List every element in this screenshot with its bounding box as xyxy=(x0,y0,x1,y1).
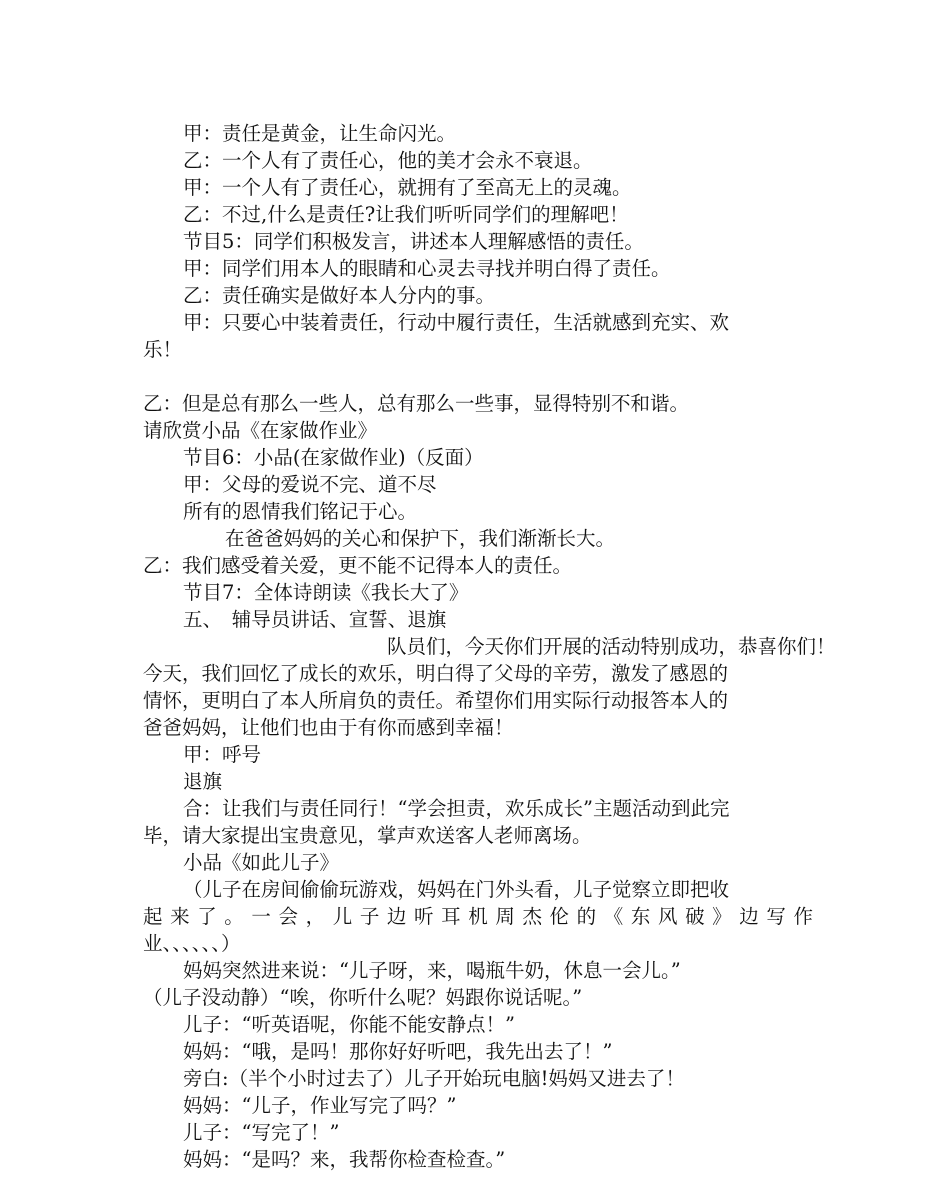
text-line: 儿子：“听英语呢，你能不能安静点！” xyxy=(183,1013,515,1036)
text-line: 乙：我们感受着关爱，更不能不记得本人的责任。 xyxy=(143,554,573,577)
text-line: 妈妈突然进来说：“儿子呀，来，喝瓶牛奶，休息一会儿。” xyxy=(183,959,681,982)
text-line: 甲：只要心中装着责任，行动中履行责任，生活就感到充实、欢 xyxy=(183,311,730,334)
text-line: 业、、、、、、） xyxy=(143,932,241,955)
text-line: 旁白:（半个小时过去了）儿子开始玩电脑!妈妈又进去了！ xyxy=(183,1067,685,1090)
text-line: 乙：但是总有那么一些人，总有那么一些事，显得特别不和谐。 xyxy=(143,392,690,415)
text-line: 妈妈：“哦，是吗！那你好好听吧，我先出去了！” xyxy=(183,1040,613,1063)
text-line: 五、 辅导员讲话、宣誓、退旗 xyxy=(183,608,447,631)
text-line: 今天，我们回忆了成长的欢乐，明白得了父母的辛劳，激发了感恩的 xyxy=(143,662,729,685)
text-line: 节目5：同学们积极发言，讲述本人理解感悟的责任。 xyxy=(183,230,644,253)
text-line: （儿子没动静）“唉，你听什么呢？妈跟你说话呢。” xyxy=(143,986,583,1009)
text-line: 起来了。一会，儿子边听耳机周杰伦的《东风破》边写作 xyxy=(143,905,813,928)
text-line: 妈妈：“儿子，作业写完了吗？” xyxy=(183,1094,457,1117)
document-body xyxy=(143,120,836,1173)
text-line: （儿子在房间偷偷玩游戏，妈妈在门外头看，儿子觉察立即把收 xyxy=(183,878,730,901)
text-line: 乐！ xyxy=(143,338,183,361)
text-line: 在爸爸妈妈的关心和保护下，我们渐渐长大。 xyxy=(225,527,616,550)
text-line: 甲：责任是黄金，让生命闪光。 xyxy=(183,122,457,145)
text-line: 退旗 xyxy=(183,770,223,793)
text-line: 请欣赏小品《在家做作业》 xyxy=(143,419,378,442)
text-line: 毕，请大家提出宝贵意见，掌声欢送客人老师离场。 xyxy=(143,824,592,847)
text-line: 甲：父母的爱说不完、道不尽 xyxy=(183,473,437,496)
text-line: 合：让我们与责任同行！“学会担责，欢乐成长”主题活动到此完 xyxy=(183,797,730,820)
text-line: 妈妈：“是吗？来，我帮你检查检查。” xyxy=(183,1148,506,1171)
text-line: 乙：一个人有了责任心，他的美才会永不衰退。 xyxy=(183,149,593,172)
text-line: 节目6：小品(在家做作业)（反面） xyxy=(183,446,484,469)
text-line: 队员们，今天你们开展的活动特别成功，恭喜你们！ xyxy=(387,635,836,658)
text-line: 乙：责任确实是做好本人分内的事。 xyxy=(183,284,496,307)
text-line: 节目7：全体诗朗读《我长大了》 xyxy=(183,581,469,604)
text-line: 所有的恩情我们铭记于心。 xyxy=(183,500,418,523)
text-line: 儿子：“写完了！” xyxy=(183,1121,340,1144)
text-line: 甲：同学们用本人的眼睛和心灵去寻找并明白得了责任。 xyxy=(183,257,671,280)
text-line: 甲：一个人有了责任心，就拥有了至高无上的灵魂。 xyxy=(183,176,632,199)
text-line: 甲：呼号 xyxy=(183,743,262,766)
blank-line xyxy=(143,363,813,390)
text-line: 乙：不过,什么是责任?让我们听听同学们的理解吧！ xyxy=(183,203,629,226)
text-line: 情怀，更明白了本人所肩负的责任。希望你们用实际行动报答本人的 xyxy=(143,689,729,712)
text-line: 爸爸妈妈，让他们也由于有你而感到幸福！ xyxy=(143,716,514,739)
text-line: 小品《如此儿子》 xyxy=(183,851,340,874)
